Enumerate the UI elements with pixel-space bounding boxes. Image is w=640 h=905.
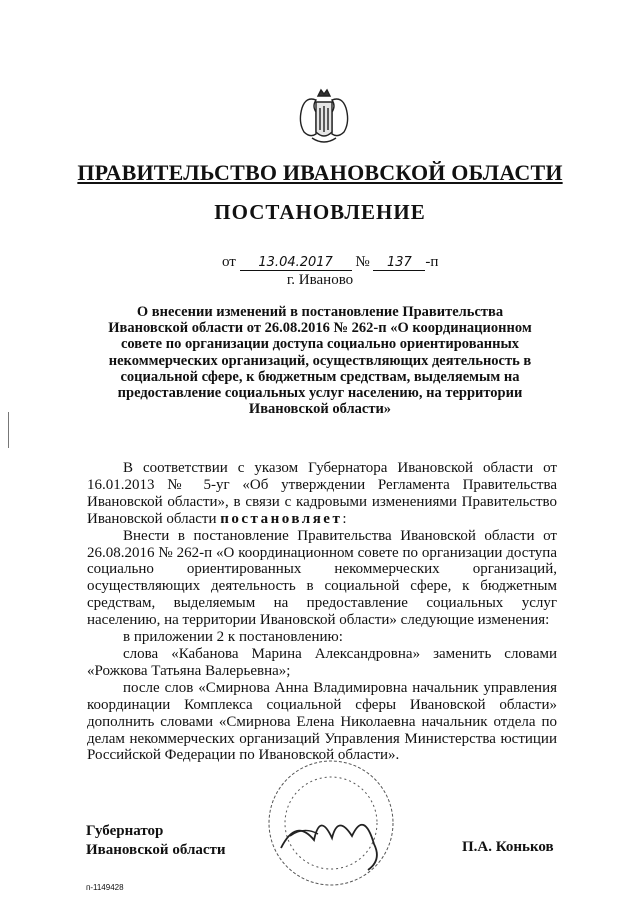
number-field: 137	[373, 255, 425, 271]
coat-of-arms-icon	[296, 88, 352, 146]
signer-name: П.А. Коньков	[462, 839, 554, 855]
paragraph-preamble: В соответствии с указом Губернатора Ивановской области от 16.01.2013 № 5-уг «Об утверждении Регламента Правительства Ивановской области», в связи с кадровыми изменениями Правительство Ивановской области постановляет:	[87, 460, 557, 527]
date-prefix: от	[222, 254, 236, 270]
paragraph-amendment: Внести в постановление Правительства Ивановской области от 26.08.2016 № 262-п «О координационном совете по организации доступа социально ориентированных некоммерческих организаций, осуществляющих деятельность в социальной сфере, к бюджетным средствам, выделяемым на предоставление социальных услуг населению, на территории Ивановской области» следующие изменения:	[87, 527, 557, 629]
signer-role: Губернатор Ивановской области	[86, 823, 226, 858]
document-body	[87, 460, 557, 764]
paragraph-appendix: в приложении 2 к постановлению:	[123, 629, 343, 646]
document-type: ПОСТАНОВЛЕНИЕ	[214, 200, 426, 224]
government-title: ПРАВИТЕЛЬСТВО ИВАНОВСКОЙ ОБЛАСТИ	[77, 160, 563, 185]
document-code: п-1149428	[86, 883, 124, 892]
paragraph-replace: слова «Кабанова Марина Александровна» заменить словами «Рожкова Татьяна Валерьевна»;	[87, 645, 557, 679]
margin-mark	[8, 412, 9, 448]
document-subject: О внесении изменений в постановление Правительства Ивановской области от 26.08.2016 № 262-п «О координационном совете по организации доступа социально ориентированных некоммерческих организаций, осуществляющих деятельность в социальной сфере, к бюджетным средствам, выделяемым на предоставление социальных услуг населению, на территории Ивановской области»	[108, 304, 532, 418]
official-seal-stamp	[256, 752, 406, 894]
number-suffix: -п	[425, 254, 439, 270]
date-field: 13.04.2017	[240, 255, 352, 271]
city: г. Иваново	[286, 272, 354, 288]
date-number-line	[222, 254, 438, 271]
resolves-word: постановляет	[220, 510, 343, 527]
paragraph-add: после слов «Смирнова Анна Владимировна начальник управления координации Комплекса социальной сферы Ивановской области» дополнить словами «Смирнова Елена Николаевна начальник отдела по делам некоммерческих организаций Управления Министерства юстиции Российской Федерации по Ивановской области».	[87, 679, 557, 764]
number-prefix: №	[355, 254, 370, 270]
